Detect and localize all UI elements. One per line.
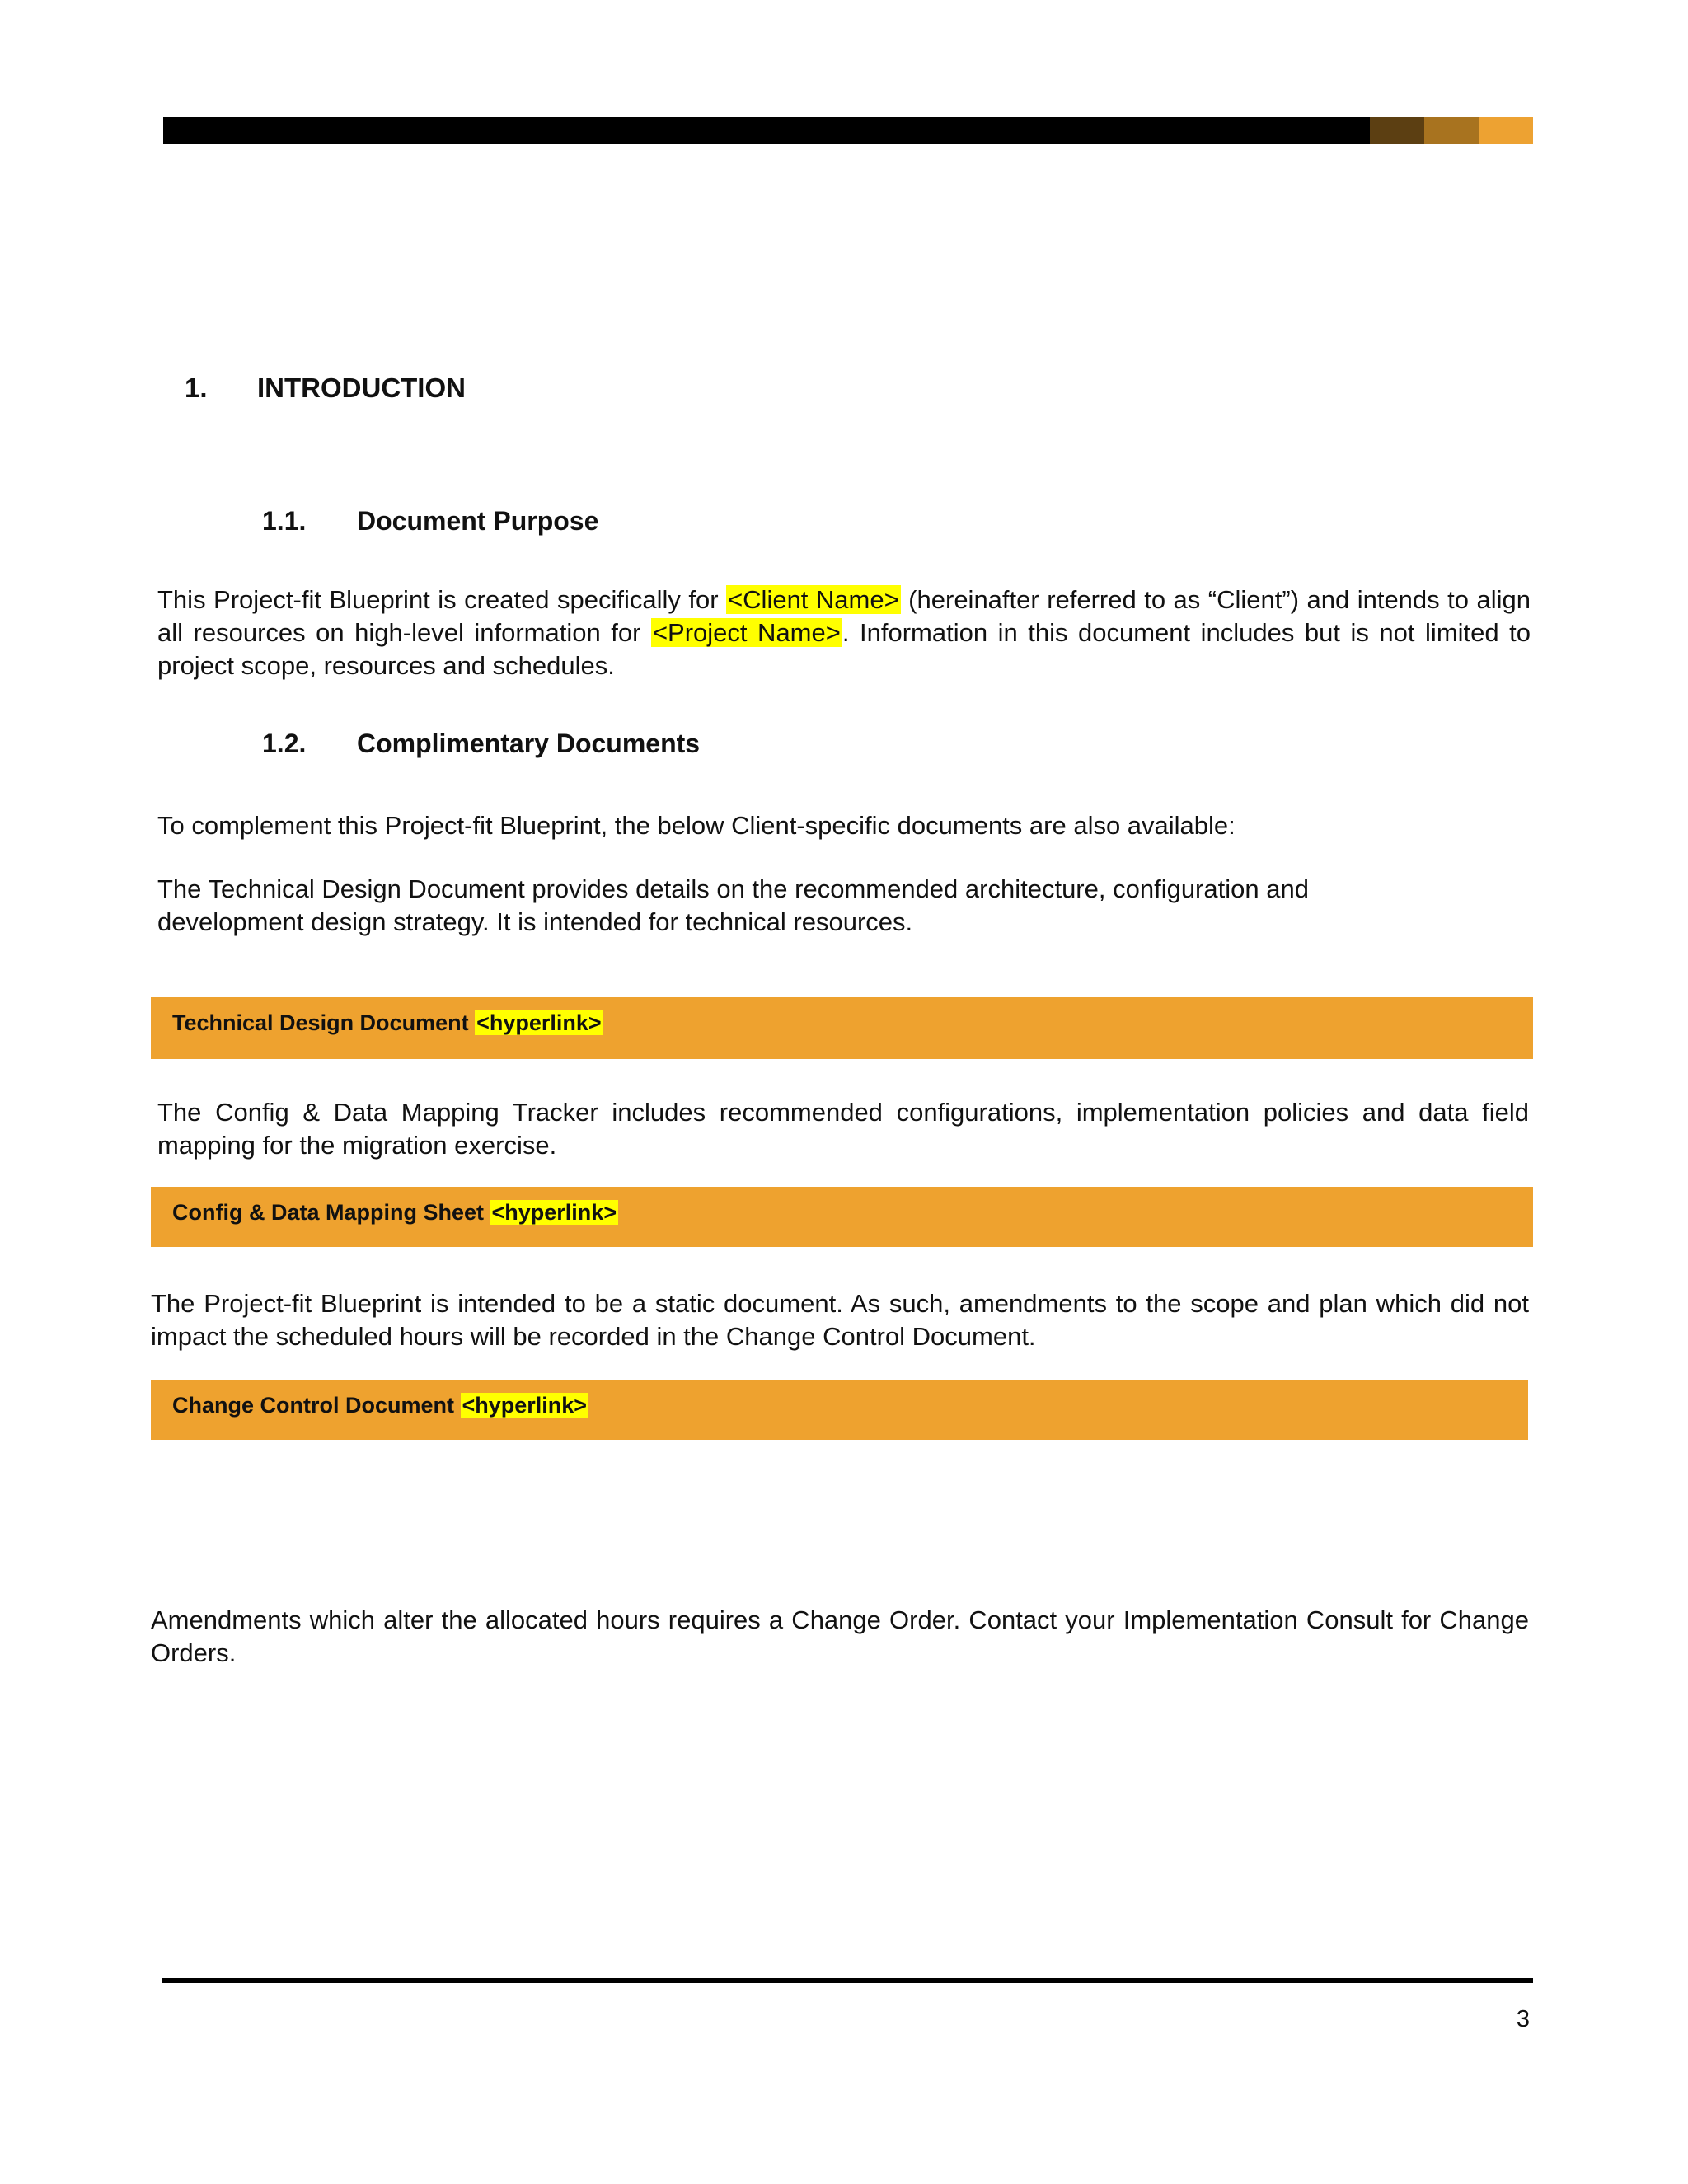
tdd-description-paragraph: The Technical Design Document provides details on the recommended architecture, configuration and development design strategy. It is intended for technical resources.: [157, 874, 1309, 936]
complement-intro-paragraph: To complement this Project-fit Blueprint, the below Client-specific documents are also available:: [157, 811, 1236, 840]
amendments-note-paragraph: Amendments which alter the allocated hours requires a Change Order. Contact your Implementation Consult for Change Orders.: [151, 1605, 1529, 1667]
tdd-hyperlink[interactable]: <hyperlink>: [476, 1010, 602, 1035]
purpose-text-part1: This Project-fit Blueprint is created specifically for: [157, 585, 727, 614]
header-bar-black-segment: [163, 117, 1370, 144]
page-number: 3: [1516, 2006, 1530, 2032]
header-bar-dark-brown-segment: [1370, 117, 1424, 144]
subsection-title: Document Purpose: [357, 506, 599, 536]
config-link-band: [151, 1187, 1533, 1247]
subsection-heading-document-purpose: [262, 506, 598, 537]
client-name-placeholder: <Client Name>: [728, 585, 899, 614]
footer-rule: [162, 1978, 1533, 1983]
purpose-text-part3: . Information in this document includes but is not limited to project scope, resources and schedules.: [157, 618, 1531, 680]
subsection-title: Complimentary Documents: [357, 729, 701, 758]
header-accent-bar: [163, 117, 1533, 144]
change-control-link-label: Change Control Document: [172, 1393, 461, 1418]
section-number: 1.: [185, 373, 208, 403]
subsection-heading-complimentary-documents: [262, 729, 700, 759]
document-purpose-paragraph: [157, 583, 1531, 682]
section-title: INTRODUCTION: [257, 373, 466, 403]
subsection-number: 1.2.: [262, 729, 307, 758]
config-link-label: Config & Data Mapping Sheet: [172, 1200, 490, 1225]
project-name-placeholder: <Project Name>: [652, 618, 841, 647]
config-hyperlink[interactable]: <hyperlink>: [491, 1200, 617, 1225]
tdd-link-band: [151, 997, 1533, 1059]
purpose-text-part2: (hereinafter referred to as “Client”) and intends to align all resources on high-level information for: [157, 585, 1531, 647]
header-bar-brown-segment: [1424, 117, 1479, 144]
subsection-number: 1.1.: [262, 506, 307, 536]
header-bar-orange-segment: [1479, 117, 1533, 144]
section-heading-introduction: [185, 373, 466, 404]
tdd-link-label: Technical Design Document: [172, 1010, 476, 1035]
config-description-paragraph: The Config & Data Mapping Tracker includes recommended configurations, implementation policies and data field mapping for the migration exercise.: [157, 1098, 1529, 1160]
change-control-hyperlink[interactable]: <hyperlink>: [462, 1393, 588, 1418]
change-control-description-paragraph: The Project-fit Blueprint is intended to be a static document. As such, amendments to the scope and plan which did not impact the scheduled hours will be recorded in the Change Control Document.: [151, 1289, 1529, 1351]
change-control-link-band: [151, 1380, 1528, 1440]
